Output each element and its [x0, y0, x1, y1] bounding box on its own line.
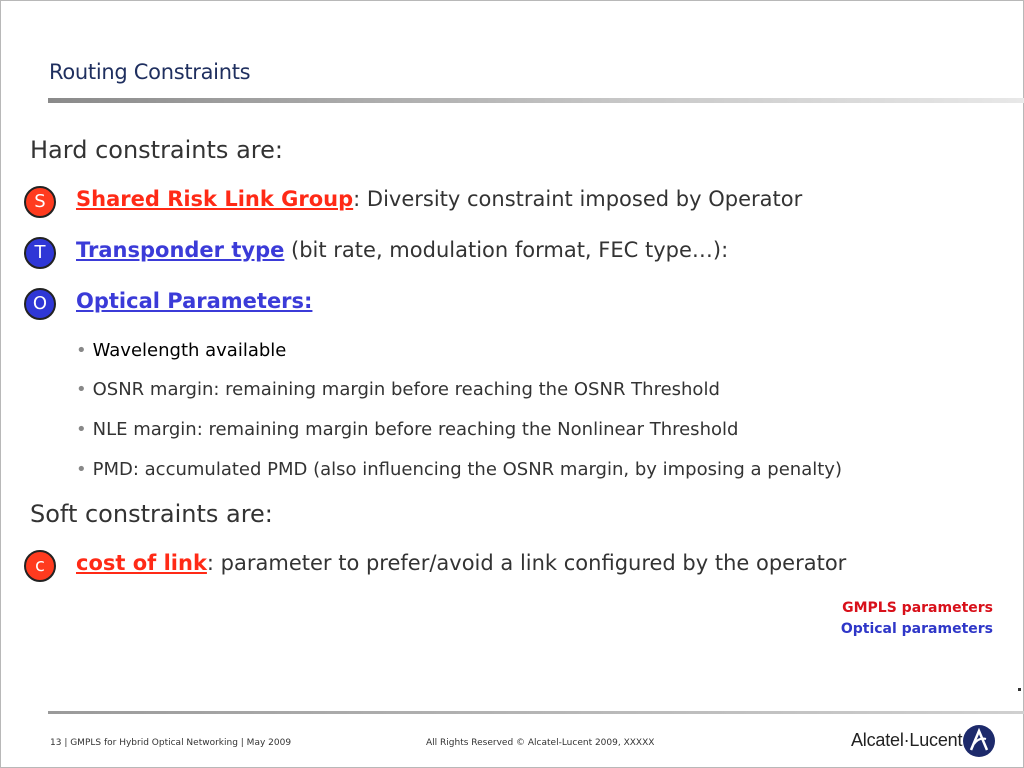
transponder-description: (bit rate, modulation format, FEC type…): [284, 238, 729, 262]
bullet-item [76, 419, 738, 440]
legend-gmpls: GMPLS parameters [842, 600, 993, 616]
cost-description: : parameter to prefer/avoid a link configured by the operator [206, 551, 847, 575]
bullet-text: OSNR margin: remaining margin before reaching the OSNR Threshold [92, 379, 720, 400]
alcatel-lucent-logo-text: Alcatel·Lucent [851, 730, 963, 750]
constraint-transponder [76, 238, 728, 262]
bullet-text: Wavelength available [92, 340, 287, 361]
hard-constraints-heading: Hard constraints are: [30, 136, 283, 164]
cost-of-link-link[interactable]: cost of link [76, 551, 207, 575]
slide-title: Routing Constraints [49, 60, 251, 84]
constraint-srlg [76, 187, 802, 211]
bullet-text: NLE margin: remaining margin before reaching the Nonlinear Threshold [92, 419, 739, 440]
bullet-dot-icon: • [76, 340, 87, 361]
footer-copyright: All Rights Reserved © Alcatel-Lucent 2009, XXXXX [426, 738, 655, 748]
edge-marker [1018, 688, 1021, 691]
badge-t: T [24, 237, 56, 269]
transponder-link[interactable]: Transponder type [76, 238, 285, 262]
bullet-dot-icon: • [76, 379, 87, 400]
alcatel-lucent-logo-icon [962, 724, 996, 758]
badge-c: c [24, 550, 56, 582]
footer-divider [48, 711, 1024, 714]
optical-parameters-link[interactable]: Optical Parameters: [76, 289, 313, 313]
badge-o: O [24, 288, 56, 320]
badge-s: S [24, 186, 56, 218]
bullet-item [76, 379, 720, 400]
footer-left-text: 13 | GMPLS for Hybrid Optical Networking | May 2009 [50, 738, 292, 748]
srlg-description: : Diversity constraint imposed by Operator [353, 187, 803, 211]
bullet-dot-icon: • [76, 459, 87, 480]
srlg-link[interactable]: Shared Risk Link Group [76, 187, 354, 211]
constraint-optical [76, 289, 312, 313]
bullet-dot-icon: • [76, 419, 87, 440]
soft-constraints-heading: Soft constraints are: [30, 500, 273, 528]
legend-optical: Optical parameters [840, 621, 993, 637]
constraint-cost [76, 551, 846, 575]
bullet-item [76, 459, 842, 480]
title-divider [48, 98, 1024, 103]
bullet-text: PMD: accumulated PMD (also influencing the OSNR margin, by imposing a penalty) [92, 459, 842, 480]
bullet-item [76, 340, 286, 361]
